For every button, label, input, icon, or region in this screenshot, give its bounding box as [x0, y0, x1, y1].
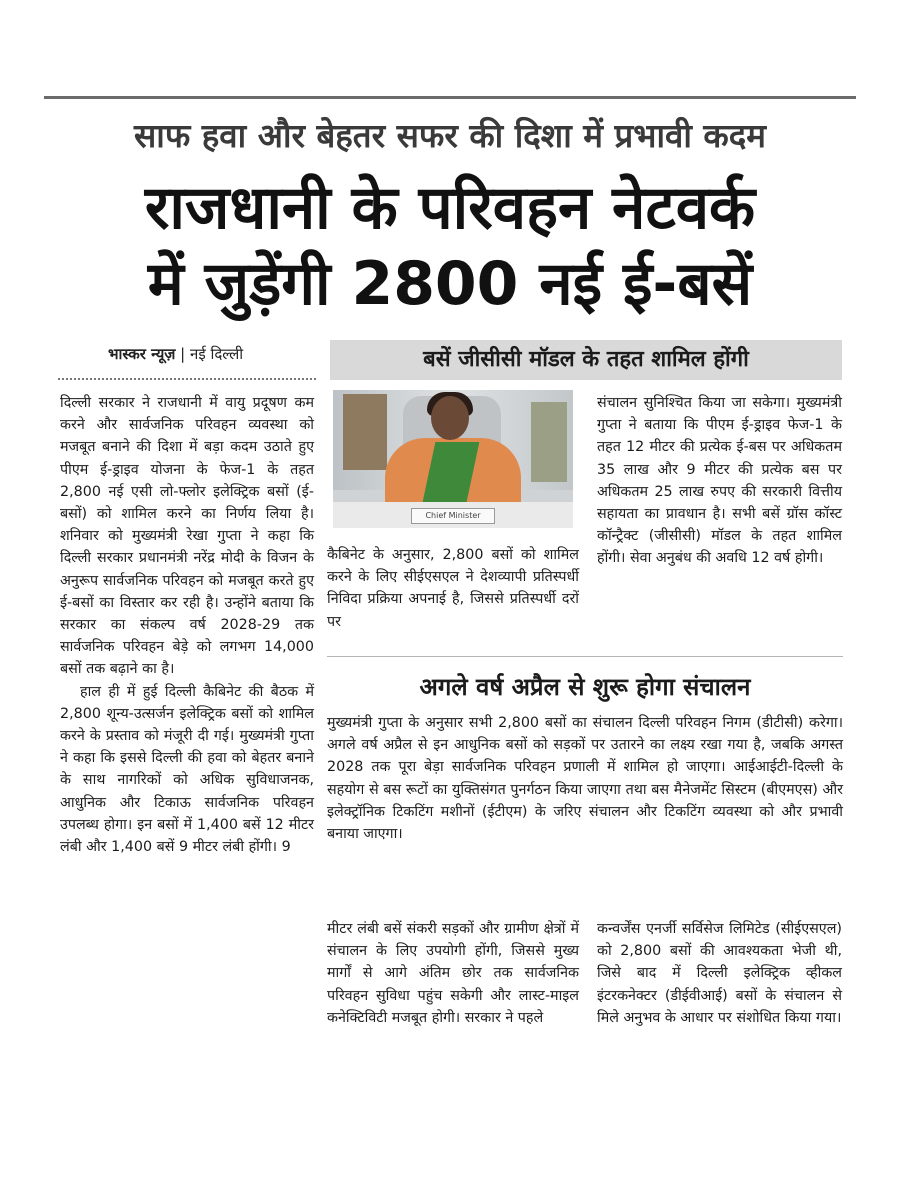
column-3-top — [597, 392, 842, 570]
col3-bottom-paragraph: कन्वर्जेंस एनर्जी सर्विसेज लिमिटेड (सीईएसएल) को 2,800 बसों की आवश्यकता भेजी थी, जिसे बाद में दिल्ली इलेक्ट्रिक व्हीकल इंटरकनेक्टर (डीईवीआई) बसों के संचालन से मिले अनुभव के आधार पर संशोधित किया गया। — [597, 921, 842, 1026]
name-plate: Chief Minister — [411, 508, 495, 524]
byline-divider — [58, 378, 316, 380]
subhead-box — [330, 340, 842, 380]
byline-place: नई दिल्ली — [190, 345, 244, 363]
top-rule — [44, 96, 856, 99]
wide-paragraph-block — [327, 712, 843, 845]
column-2-bottom — [327, 918, 579, 1029]
column-2-top — [327, 544, 579, 633]
col1-paragraph-2: हाल ही में हुई दिल्ली कैबिनेट की बैठक में 2,800 शून्य-उत्सर्जन इलेक्ट्रिक बसों को शामिल करने के प्रस्ताव को मंजूरी दी गई। मुख्यमंत्री गुप्ता ने कहा कि इससे दिल्ली की हवा को बेहतर बनाने के साथ नागरिकों को अधिक सुविधाजनक, आधुनिक और टिकाऊ सार्वजनिक परिवहन उपलब्ध होगा। इन बसों में 1,400 बसें 12 मीटर लंबी और 1,400 बसें 9 मीटर लंबी होंगी। 9 — [60, 683, 314, 856]
wide-paragraph: मुख्यमंत्री गुप्ता के अनुसार सभी 2,800 बसों का संचालन दिल्ली परिवहन निगम (डीटीसी) करेगा। अगले वर्ष अप्रैल से इन आधुनिक बसों को सड़कों पर उतारने का लक्ष्य रखा गया है, जबकि अगस्त 2028 तक पूरा बेड़ा सार्वजनिक परिवहन प्रणाली में शामिल हो जाएगा। आईआईटी-दिल्ली के सहयोग से बस रूटों का युक्तिसंगत पुनर्गठन किया जाएगा तथा बस मैनेजमेंट सिस्टम (बीएमएस) और इलेक्ट्रॉनिक टिकटिंग मशीनों (ईटीएम) के जरिए संचालन और टिकटिंग व्यवस्था को और प्रभावी बनाया जाएगा। — [327, 715, 843, 843]
byline-separator: | — [175, 345, 190, 363]
column-3-bottom — [597, 918, 842, 1029]
section-rule — [327, 656, 843, 657]
headline-line-2: में जुड़ेंगी 2800 नई ई-बसें — [147, 249, 753, 319]
col1-paragraph-1: दिल्ली सरकार ने राजधानी में वायु प्रदूषण कम करने और सार्वजनिक परिवहन व्यवस्था को मजबूत बनाने की दिशा में बड़ा कदम उठाते हुए पीएम ई-ड्राइव योजना के फेज-1 के तहत 2,800 नई एसी लो-फ्लोर इलेक्ट्रिक बसों (ई-बसों) को शामिल करने का निर्णय लिया है। शनिवार को मुख्यमंत्री रेखा गुप्ता ने कहा कि दिल्ली सरकार प्रधानमंत्री नरेंद्र मोदी के विजन के अनुरूप सार्वजनिक परिवहन को मजबूत करते हुए ई-बसों का विस्तार कर रही है। उन्होंने बताया कि सरकार का संकल्प वर्ष 2028-29 तक सार्वजनिक परिवहन बेड़े को लगभग 14,000 बसों तक बढ़ाने का है। — [60, 395, 314, 678]
column-1 — [60, 392, 314, 858]
byline — [108, 344, 243, 364]
col2-top-paragraph: कैबिनेट के अनुसार, 2,800 बसों को शामिल करने के लिए सीईएसएल ने देशव्यापी प्रतिस्पर्धी निविदा प्रक्रिया अपनाई है, जिससे प्रतिस्पर्धी दरों पर — [327, 547, 579, 630]
kicker: साफ हवा और बेहतर सफर की दिशा में प्रभावी कदम — [134, 116, 766, 155]
byline-source: भास्कर न्यूज़ — [108, 345, 176, 363]
chief-minister-photo — [333, 390, 573, 528]
subhead-gcc-model: बसें जीसीसी मॉडल के तहत शामिल होंगी — [423, 347, 749, 372]
col3-top-paragraph: संचालन सुनिश्चित किया जा सकेगा। मुख्यमंत्री गुप्ता ने बताया कि पीएम ई-ड्राइव फेज-1 के तहत 12 मीटर की प्रत्येक ई-बस पर अधिकतम 35 लाख और 9 मीटर की प्रत्येक बस पर अधिकतम 25 लाख रुपए की सरकारी वित्तीय सहायता का प्रावधान है। सभी बसें ग्रॉस कॉस्ट कॉन्ट्रैक्ट (जीसीसी) मॉडल के तहत शामिल होंगी। सेवा अनुबंध की अवधि 12 वर्ष होगी। — [597, 395, 842, 567]
col2-bottom-paragraph: मीटर लंबी बसें संकरी सड़कों और ग्रामीण क्षेत्रों में संचालन के लिए उपयोगी होंगी, जिससे मुख्य मार्गों से आगे अंतिम छोर तक सार्वजनिक परिवहन सुविधा पहुंच सकेगी और लास्ट-माइल कनेक्टिविटी मजबूत होगी। सरकार ने पहले — [327, 921, 579, 1026]
headline-line-1: राजधानी के परिवहन नेटवर्क — [144, 173, 756, 243]
subhead-april-start: अगले वर्ष अप्रैल से शुरू होगा संचालन — [419, 673, 751, 701]
